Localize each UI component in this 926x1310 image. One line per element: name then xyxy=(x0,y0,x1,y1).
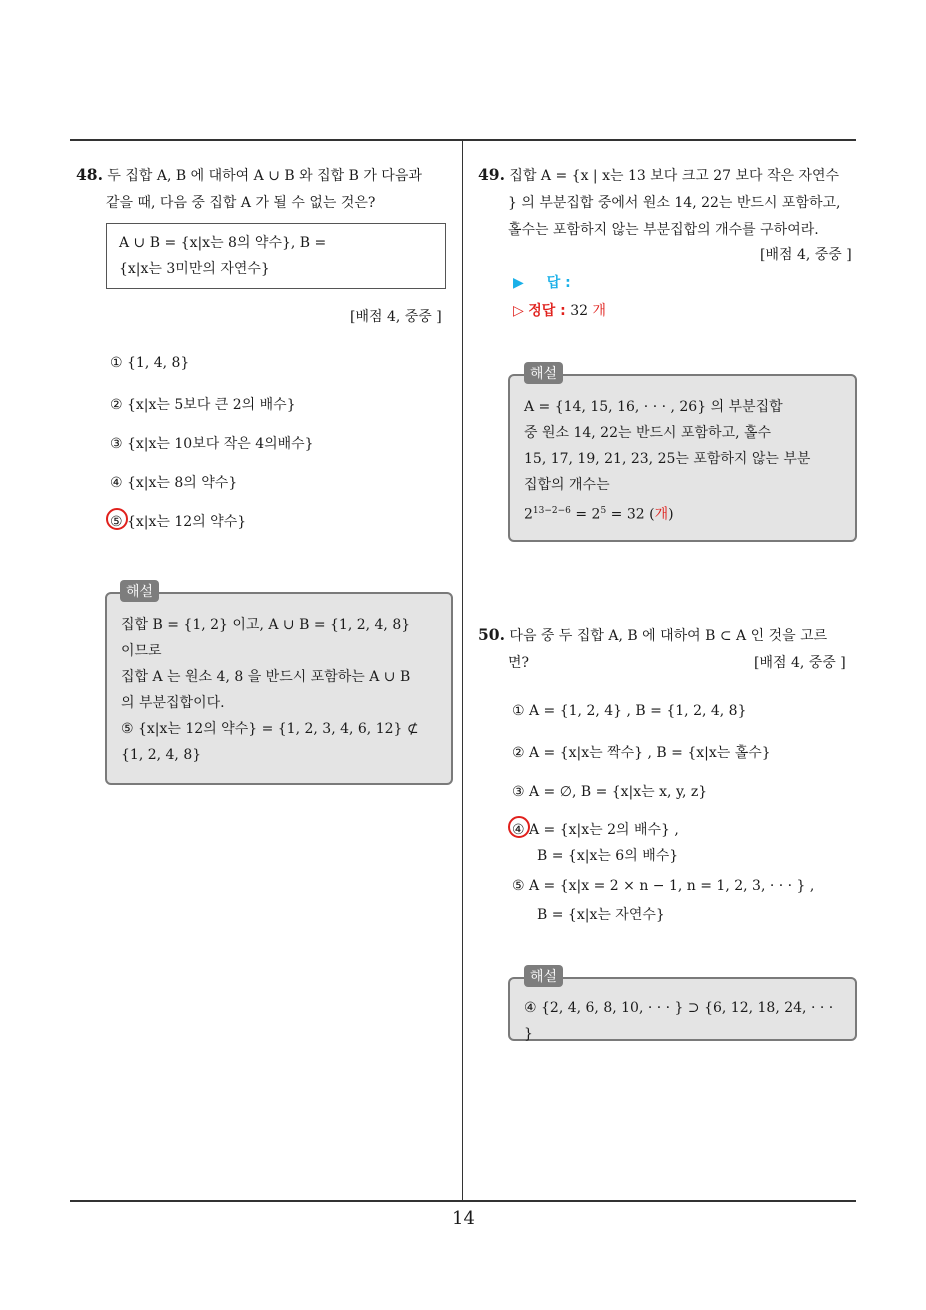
page-number: 14 xyxy=(452,1208,475,1229)
q50-line1: 다음 중 두 집합 A, B 에 대하여 B ⊂ A 인 것을 고르 xyxy=(509,628,828,644)
q48-box-line2: {x|x는 3미만의 자연수} xyxy=(119,261,270,277)
q48-choice-5[interactable]: ⑤ {x|x는 12의 약수} xyxy=(110,514,247,530)
q49-answer-row xyxy=(513,272,571,292)
top-rule xyxy=(70,139,856,141)
q48-line2: 같을 때, 다음 중 집합 A 가 될 수 없는 것은? xyxy=(106,195,376,211)
q48-solution-line-5: ⑤ {x|x는 12의 약수} = {1, 2, 3, 4, 6, 12} ⊄ xyxy=(121,721,419,737)
q48-choice-1[interactable]: ① {1, 4, 8} xyxy=(110,355,190,371)
q49-number: 49. xyxy=(478,165,505,184)
q48-solution-line-1: 집합 B = {1, 2} 이고, A ∪ B = {1, 2, 4, 8} xyxy=(121,617,411,633)
q48-solution-tag: 해설 xyxy=(120,580,159,602)
q48-box-line1: A ∪ B = {x|x는 8의 약수}, B = xyxy=(119,235,327,251)
column-divider xyxy=(462,139,463,1201)
q50-choice-3[interactable]: ③ A = ∅, B = {x|x는 x, y, z} xyxy=(512,784,708,800)
q49-correct-row xyxy=(513,300,606,320)
q49-correct-label: 정답 : xyxy=(528,303,566,319)
q49-solution-formula: $2^{13-2-6} = 2^5 = 32$ (개) xyxy=(524,506,674,523)
q50-choice-2[interactable]: ② A = {x|x는 짝수} , B = {x|x는 홀수} xyxy=(512,745,771,761)
q50-line2: 면? xyxy=(508,655,530,671)
play-triangle-icon: ▶ xyxy=(513,275,524,291)
q48-choice-2[interactable]: ② {x|x는 5보다 큰 2의 배수} xyxy=(110,397,296,413)
q50-points: [배점 4, 중중 ] xyxy=(754,655,846,671)
q50-number: 50. xyxy=(478,625,505,644)
q48-solution-line-6: {1, 2, 4, 8} xyxy=(121,747,202,763)
q50-solution-line: ④ {2, 4, 6, 8, 10, · · · } ⊃ {6, 12, 18, 24, · · · } xyxy=(524,1000,834,1042)
q48-line1: 두 집합 A, B 에 대하여 A ∪ B 와 집합 B 가 다음과 xyxy=(107,168,422,184)
q49-solution-line-1: A = {14, 15, 16, · · · , 26} 의 부분집합 xyxy=(524,399,783,415)
q50-choice-5-line2: B = {x|x는 자연수} xyxy=(537,907,665,923)
q48-choice-3[interactable]: ③ {x|x는 10보다 작은 4의배수} xyxy=(110,436,314,452)
outline-triangle-icon: ▷ xyxy=(513,303,524,319)
q48-solution-line-2: 이므로 xyxy=(121,643,162,659)
q49-line1: 집합 A = {x | x는 13 보다 크고 27 보다 작은 자연수 xyxy=(509,168,840,184)
q48-solution-line-4: 의 부분집합이다. xyxy=(121,695,225,711)
q48-stem xyxy=(76,161,456,217)
q49-solution-box xyxy=(508,374,857,542)
bottom-rule xyxy=(70,1200,856,1202)
q49-solution-tag: 해설 xyxy=(524,362,563,384)
q48-answer-circle-icon xyxy=(106,508,128,530)
q50-choice-4-line2: B = {x|x는 6의 배수} xyxy=(537,848,679,864)
q49-line2: } 의 부분집합 중에서 원소 14, 22는 반드시 포함하고, xyxy=(508,195,841,211)
q48-solution-box xyxy=(105,592,453,785)
q49-stem xyxy=(478,161,862,244)
q49-points: [배점 4, 중중 ] xyxy=(760,247,852,263)
q49-solution-line-4: 집합의 개수는 xyxy=(524,477,610,493)
q48-solution-line-3: 집합 A 는 원소 4, 8 을 반드시 포함하는 A ∪ B xyxy=(121,669,411,685)
q49-line3: 홀수는 포함하지 않는 부분집합의 개수를 구하여라. xyxy=(508,222,819,238)
q50-choice-4[interactable]: ④ A = {x|x는 2의 배수} , xyxy=(512,822,679,838)
q49-answer-label: 답 : xyxy=(546,275,571,291)
q49-correct-unit: 개 xyxy=(592,303,607,319)
q50-solution-tag: 해설 xyxy=(524,965,563,987)
q49-solution-line-3: 15, 17, 19, 21, 23, 25는 포함하지 않는 부분 xyxy=(524,451,811,467)
q50-answer-circle-icon xyxy=(508,816,530,838)
q48-choice-4[interactable]: ④ {x|x는 8의 약수} xyxy=(110,475,238,491)
q50-choice-5[interactable]: ⑤ A = {x|x = 2 × n − 1, n = 1, 2, 3, · · · } , xyxy=(512,878,815,894)
q49-solution-line-2: 중 원소 14, 22는 반드시 포함하고, 홀수 xyxy=(524,425,772,441)
q48-points: [배점 4, 중중 ] xyxy=(350,309,442,325)
q48-condition-box xyxy=(106,223,446,289)
q48-number: 48. xyxy=(76,165,103,184)
q50-choice-1[interactable]: ① A = {1, 2, 4} , B = {1, 2, 4, 8} xyxy=(512,703,747,719)
q49-correct-value: 32 xyxy=(570,303,589,319)
